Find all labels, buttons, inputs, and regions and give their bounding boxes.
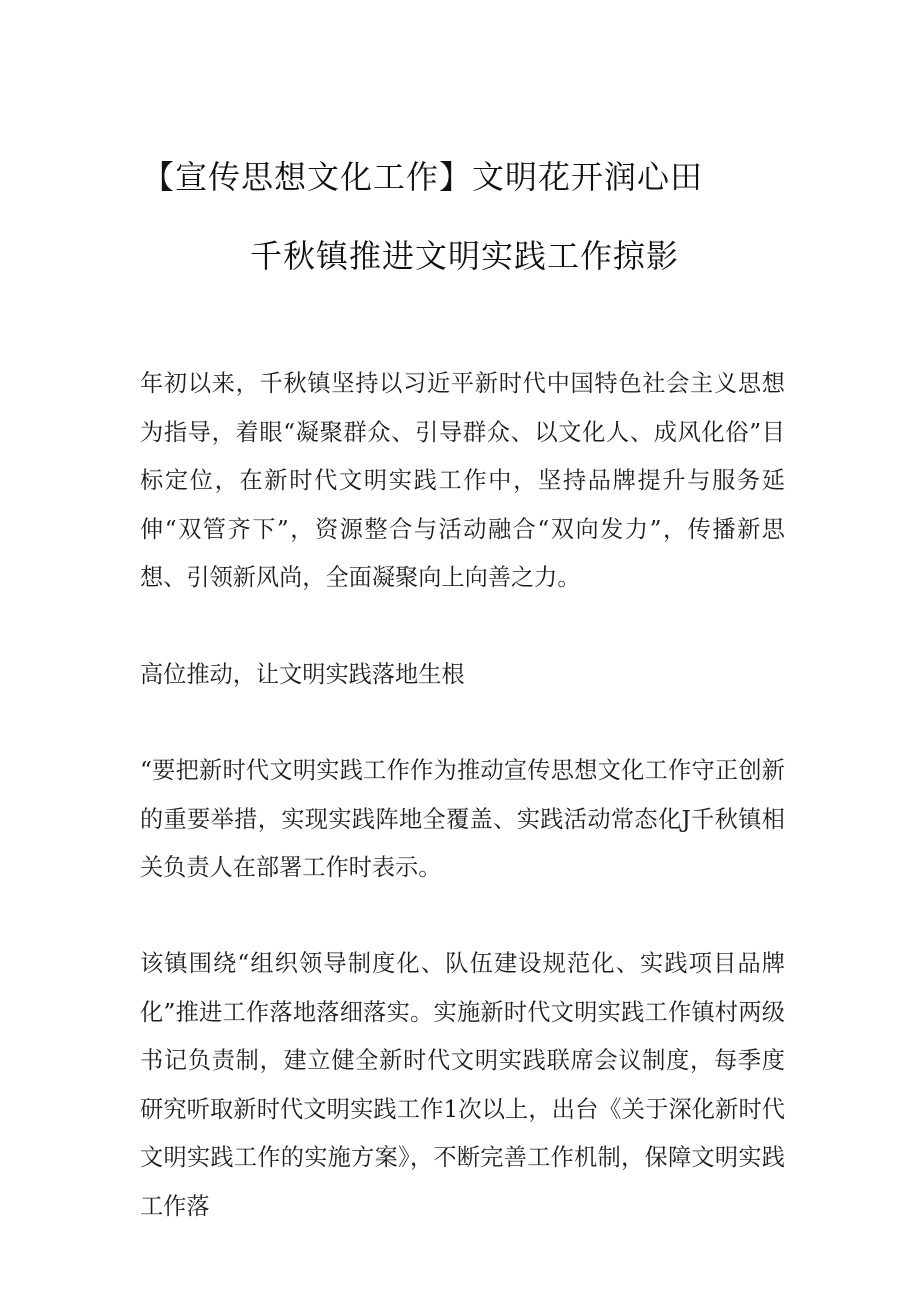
body-paragraph: 该镇围绕“组织领导制度化、队伍建设规范化、实践项目品牌化”推进工作落地落细落实。实施新时代文明实践工作镇村两级书记负责制，建立健全新时代文明实践联席会议制度，每季度研究听取新时代文明实践工作1次以上，出台《关于深化新时代文明实践工作的实施方案》，不断完善工作机制，保障文明实践工作落 (140, 950, 785, 1220)
section-heading: 高位推动，让文明实践落地生根 (140, 661, 465, 688)
document-title-line-1: 【宣传思想文化工作】文明花开润心田 (142, 158, 704, 196)
intro-paragraph: 年初以来，千秋镇坚持以习近平新时代中国特色社会主义思想为指导，着眼“凝聚群众、引导群众、以文化人、成风化俗”目标定位，在新时代文明实践工作中，坚持品牌提升与服务延伸“双管齐下”，资源整合与活动融合“双向发力”，传播新思想、引领新风尚，全面凝聚向上向善之力。 (140, 370, 785, 591)
quote-paragraph: “要把新时代文明实践工作作为推动宣传思想文化工作守正创新的重要举措，实现实践阵地全覆盖、实践活动常态化J千秋镇相关负责人在部署工作时表示。 (140, 757, 785, 881)
document-title-line-2: 千秋镇推进文明实践工作掠影 (250, 237, 680, 275)
